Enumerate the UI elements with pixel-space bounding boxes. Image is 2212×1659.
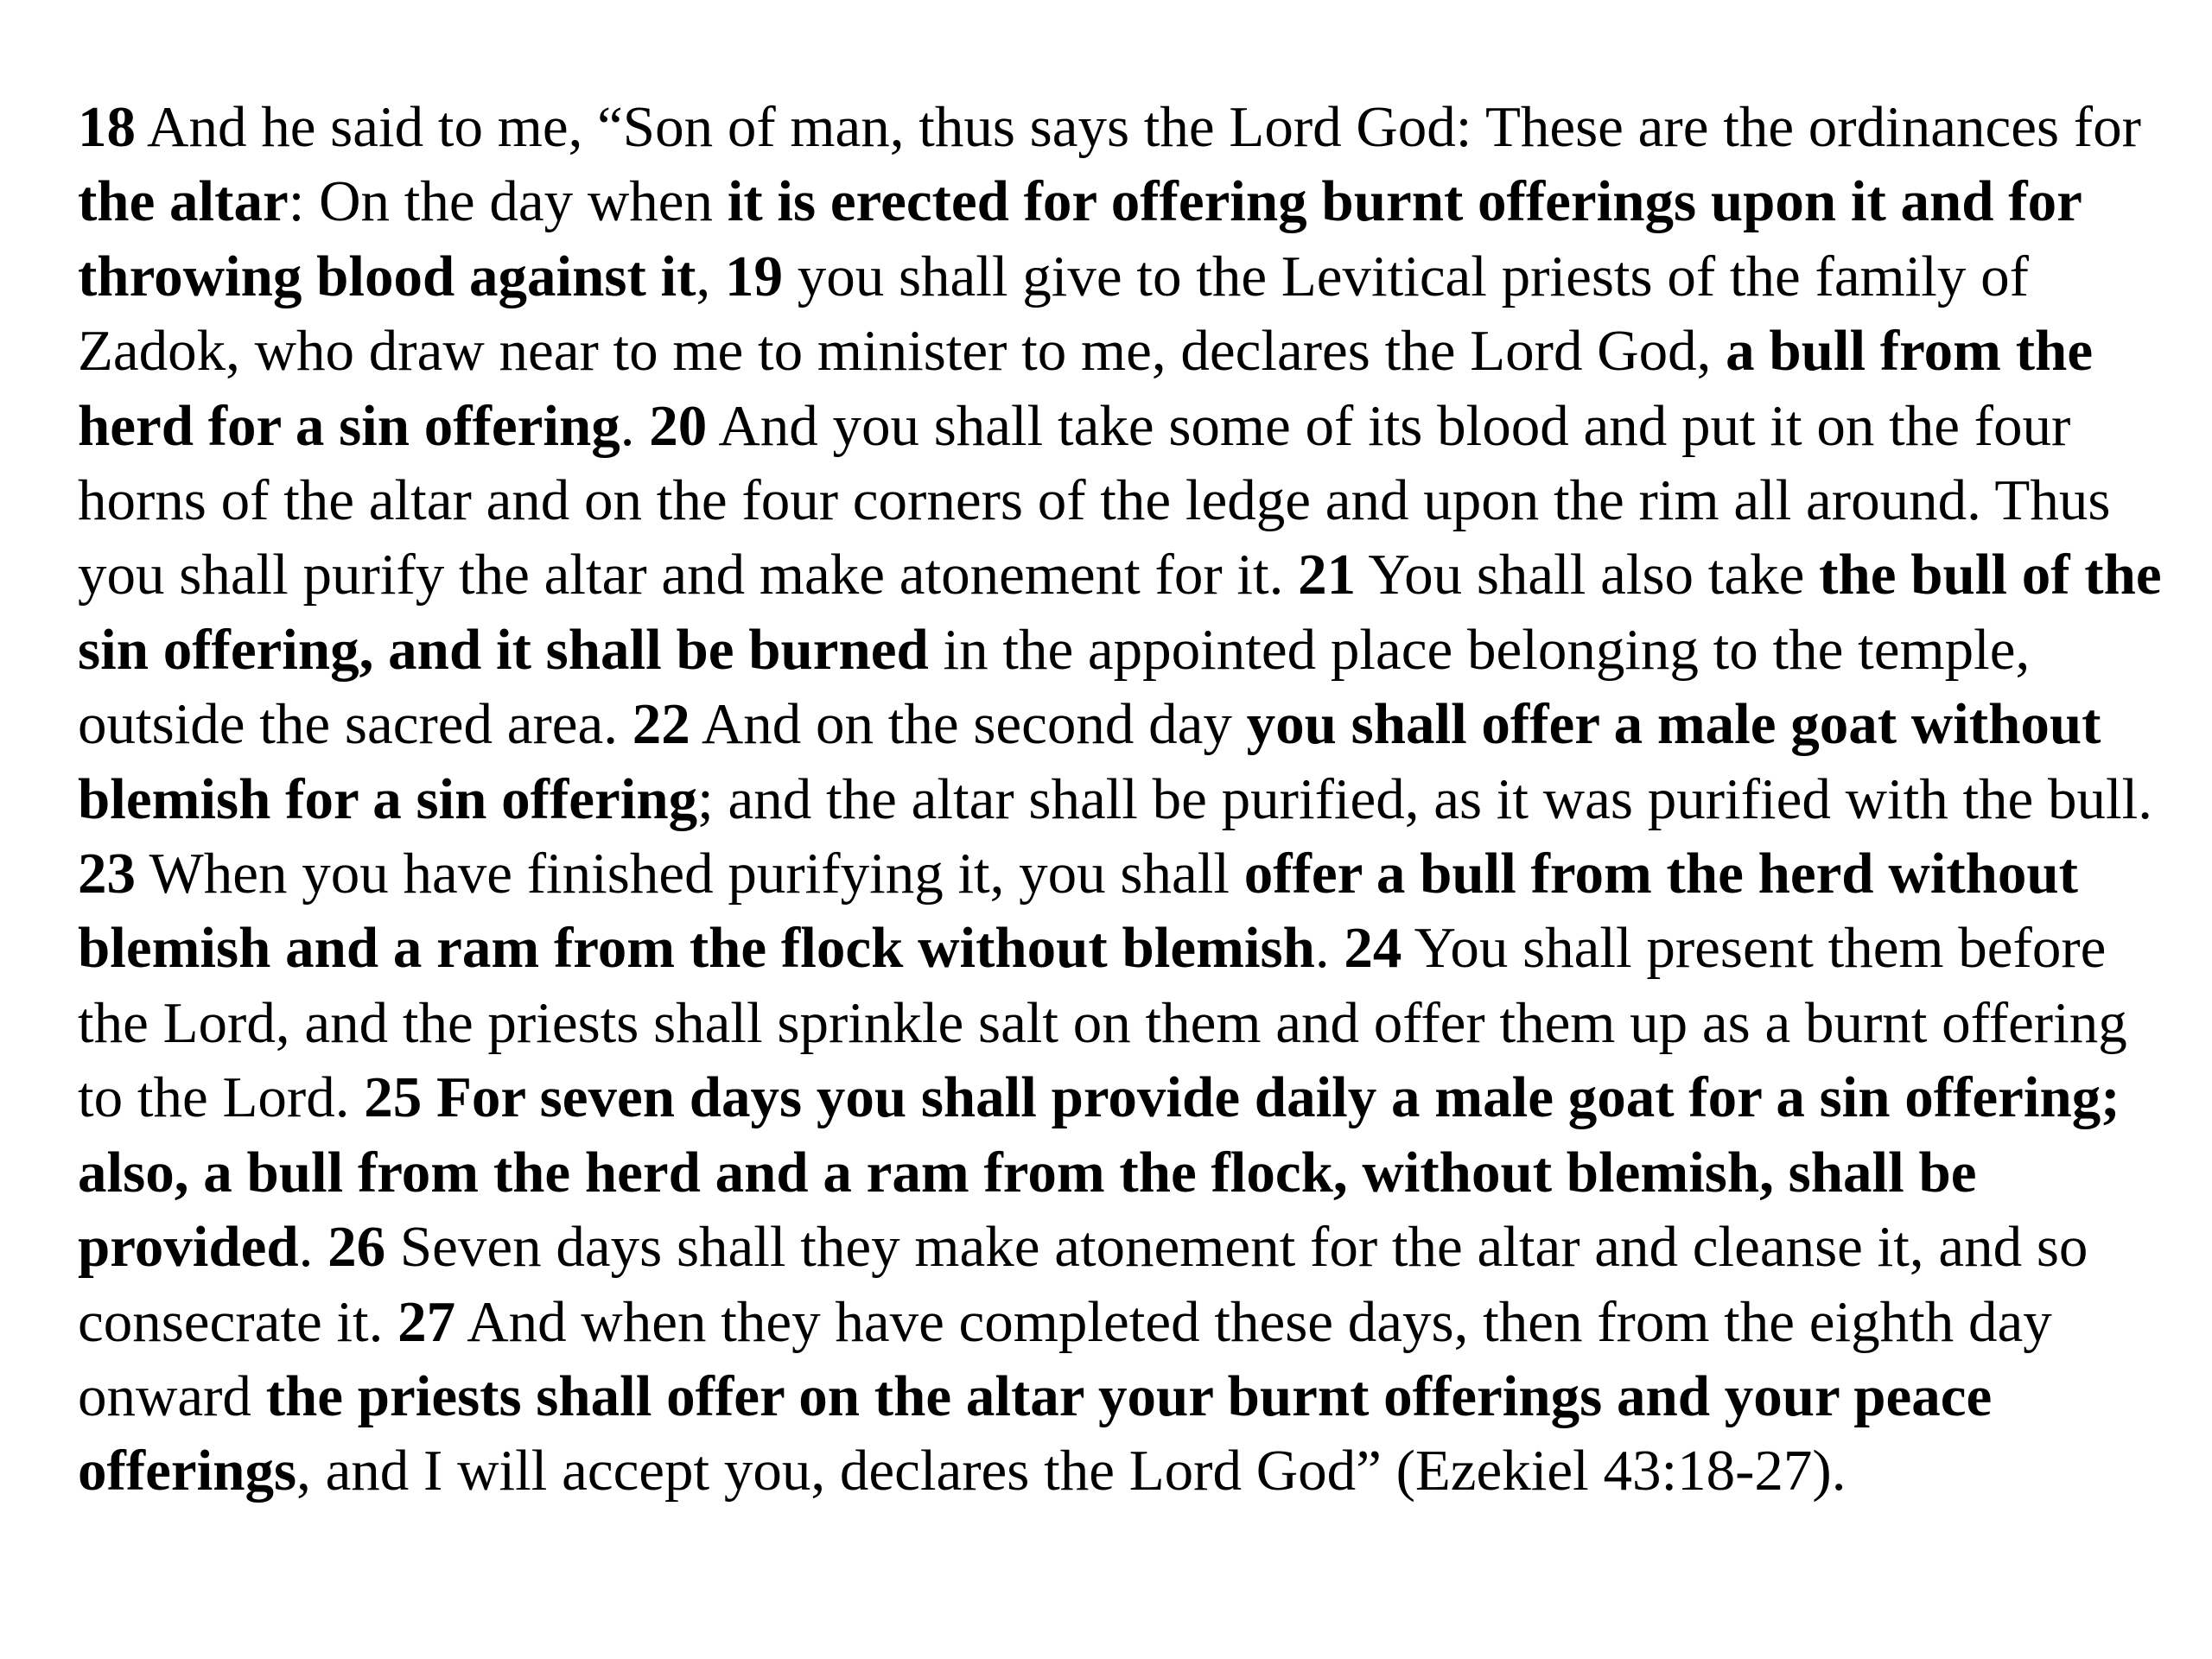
verse-text: ; and the altar shall be purified, as it was purified with the bull. xyxy=(697,766,2153,831)
verse-text: And when they have completed these days, then from the eighth day onward xyxy=(78,1289,2052,1428)
verse-text: . xyxy=(298,1215,328,1280)
verse-text: in the appointed place belonging to the temple, outside the sacred area. xyxy=(78,617,2031,757)
verse-text: And he said to me, “Son of man, thus says the Lord God: These are the ordinances for xyxy=(136,95,2141,159)
verse-number-20: 20 xyxy=(649,393,708,458)
verse-text: And you shall take some of its blood and put it on the four horns of the altar and on the four corners of the ledge and upon the rim all around. Thus you shall purify the altar and make atonement for it. xyxy=(78,393,2111,607)
verse-number-18: 18 xyxy=(78,95,136,159)
emphasis-text: the priests shall offer on the altar your burnt offerings and your peace offerings xyxy=(78,1363,1993,1503)
paragraph-2 xyxy=(78,842,2127,1503)
verse-number-24: 24 xyxy=(1344,916,1402,981)
emphasis-text: the altar xyxy=(78,169,289,234)
verse-text: When you have finished purifying it, you shall xyxy=(136,842,1244,906)
verse-text: You shall also take xyxy=(1356,543,1820,607)
emphasis-text: it is erected for offering burnt offerings upon it and for throwing blood against it xyxy=(78,169,2082,308)
verse-number-27: 27 xyxy=(397,1289,456,1354)
verse-text: . xyxy=(1314,916,1344,981)
verse-text: You shall present them before the Lord, and the priests shall sprinkle salt on them and offer them up as a burnt offering to the Lord. xyxy=(78,916,2127,1130)
verse-number-26: 26 xyxy=(327,1215,386,1280)
paragraph-1 xyxy=(78,95,2162,831)
emphasis-text: 25 For seven days you shall provide daily a male goat for a sin offering; also, a bull from the herd and a ram from the flock, without blemish, shall be provided xyxy=(78,1065,2120,1280)
verse-text: Seven days shall they make atonement for the altar and cleanse it, and so consecrate it. xyxy=(78,1215,2088,1354)
verse-number-19: 19 xyxy=(724,244,783,308)
emphasis-text: a bull from the herd for a sin offering xyxy=(78,319,2094,458)
verse-number-21: 21 xyxy=(1298,543,1357,607)
verse-number-22: 22 xyxy=(632,692,690,757)
emphasis-text: the bull of the sin offering, and it shall be burned xyxy=(78,543,2162,682)
verse-text: . xyxy=(620,393,650,458)
scripture-passage xyxy=(78,90,2182,1509)
verse-text: : On the day when xyxy=(288,169,728,234)
verse-number-23: 23 xyxy=(78,842,136,906)
verse-text: , and I will accept you, declares the Lord God” (Ezekiel 43:18-27). xyxy=(296,1439,1847,1503)
emphasis-text: offer a bull from the herd without blemish and a ram from the flock without blemish xyxy=(78,842,2078,981)
emphasis-text: you shall offer a male goat without blemish for a sin offering xyxy=(78,692,2101,831)
verse-text: And on the second day xyxy=(690,692,1247,757)
verse-text: , xyxy=(696,244,725,308)
verse-text: you shall give to the Levitical priests of the family of Zadok, who draw near to me to minister to me, declares the Lord God, xyxy=(78,244,2029,384)
